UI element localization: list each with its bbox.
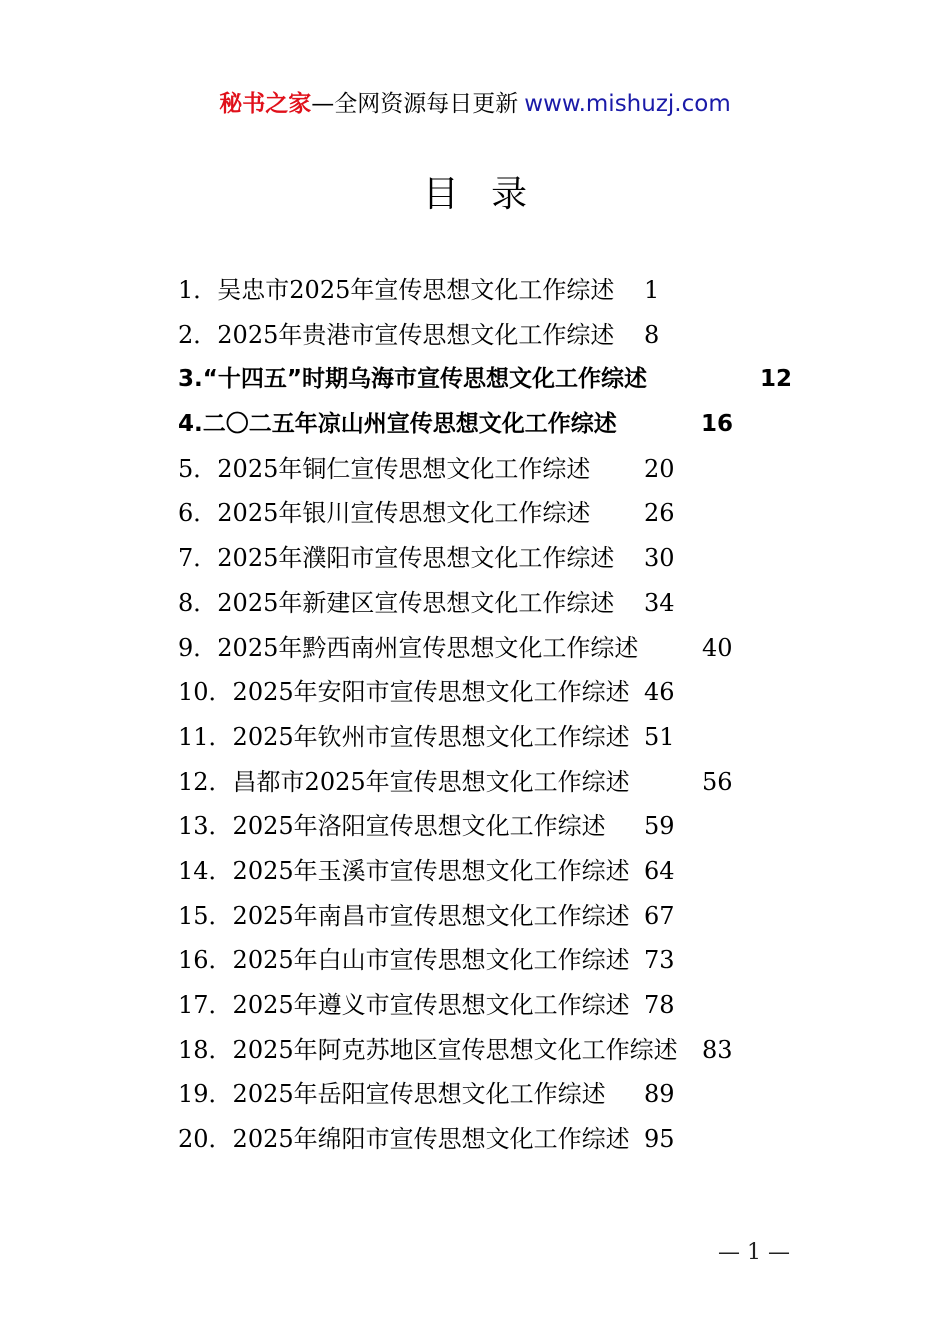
toc-entry-text: 1．吴忠市2025年宣传思想文化工作综述 [178,276,615,304]
header-slogan: 全网资源每日更新 [334,91,519,117]
toc-entry-page: 51 [644,722,675,751]
toc-entry-page: 46 [644,678,675,707]
toc-entry-8[interactable] [178,581,818,626]
toc-entry-page: 40 [702,633,733,662]
toc-entry-page: 89 [644,1080,675,1109]
page-title: 目录 [422,174,560,215]
toc-entry-text: 17．2025年遵义市宣传思想文化工作综述 [178,991,630,1019]
toc-entry-20[interactable] [178,1117,818,1162]
toc-entry-page: 83 [702,1035,733,1064]
toc-entry-page: 8 [644,320,660,349]
toc-entry-18[interactable] [178,1028,818,1073]
toc-entry-page: 16 [701,411,734,438]
toc-entry-17[interactable] [178,983,818,1028]
table-of-contents [178,268,818,1162]
toc-entry-6[interactable] [178,491,818,536]
toc-entry-text: 13．2025年洛阳宣传思想文化工作综述 [178,812,606,841]
toc-entry-text: 20．2025年绵阳市宣传思想文化工作综述 [178,1125,630,1154]
brand-name: 秘书之家 [219,91,312,117]
toc-entry-13[interactable] [178,804,818,849]
toc-entry-text: 8．2025年新建区宣传思想文化工作综述 [178,588,615,617]
toc-entry-page: 12 [760,366,793,393]
toc-entry-1[interactable] [178,268,818,313]
toc-entry-page: 67 [644,901,675,930]
toc-entry-15[interactable] [178,894,818,939]
toc-entry-text: 19．2025年岳阳宣传思想文化工作综述 [178,1080,606,1109]
toc-entry-4[interactable] [178,402,818,447]
toc-entry-text: 2．2025年贵港市宣传思想文化工作综述 [178,320,615,349]
toc-entry-text: 6．2025年银川宣传思想文化工作综述 [178,499,591,528]
toc-entry-text: 12．昌都市2025年宣传思想文化工作综述 [178,767,630,796]
toc-entry-text: 15．2025年南昌市宣传思想文化工作综述 [178,901,630,930]
toc-entry-text: 18．2025年阿克苏地区宣传思想文化工作综述 [178,1035,678,1064]
toc-entry-5[interactable] [178,447,818,492]
toc-entry-page: 59 [644,812,675,841]
toc-entry-text: 3.“十四五”时期乌海市宣传思想文化工作综述 [178,366,647,393]
toc-entry-text: 9．2025年黔西南州宣传思想文化工作综述 [178,633,639,662]
header-dash: — [311,91,335,117]
toc-entry-text: 16．2025年白山市宣传思想文化工作综述 [178,946,630,975]
toc-entry-text: 10．2025年安阳市宣传思想文化工作综述 [178,678,630,707]
toc-entry-2[interactable] [178,313,818,358]
toc-entry-text: 14．2025年玉溪市宣传思想文化工作综述 [178,856,630,885]
toc-entry-12[interactable] [178,760,818,805]
toc-entry-14[interactable] [178,849,818,894]
site-url-link[interactable]: www.mishuzj.com [524,91,731,117]
toc-entry-text: 4.二〇二五年凉山州宣传思想文化工作综述 [178,411,617,438]
toc-entry-page: 26 [644,499,675,528]
toc-entry-text: 5．2025年铜仁宣传思想文化工作综述 [178,454,591,483]
toc-entry-10[interactable] [178,670,818,715]
page-number: — 1 — [718,1240,790,1265]
toc-entry-text: 7．2025年濮阳市宣传思想文化工作综述 [178,544,615,573]
toc-entry-19[interactable] [178,1072,818,1117]
toc-entry-page: 95 [644,1125,675,1154]
toc-entry-9[interactable] [178,626,818,671]
site-header [0,88,950,120]
toc-entry-page: 30 [644,544,675,573]
toc-entry-7[interactable] [178,536,818,581]
toc-entry-11[interactable] [178,715,818,760]
toc-entry-page: 56 [702,767,733,796]
toc-entry-page: 1 [644,276,660,304]
toc-entry-page: 34 [644,588,675,617]
toc-entry-3[interactable] [178,357,818,402]
toc-entry-page: 64 [644,856,675,885]
toc-entry-16[interactable] [178,938,818,983]
toc-entry-text: 11．2025年钦州市宣传思想文化工作综述 [178,722,630,751]
toc-entry-page: 78 [644,991,675,1019]
toc-entry-page: 20 [644,454,675,483]
toc-entry-page: 73 [644,946,675,975]
